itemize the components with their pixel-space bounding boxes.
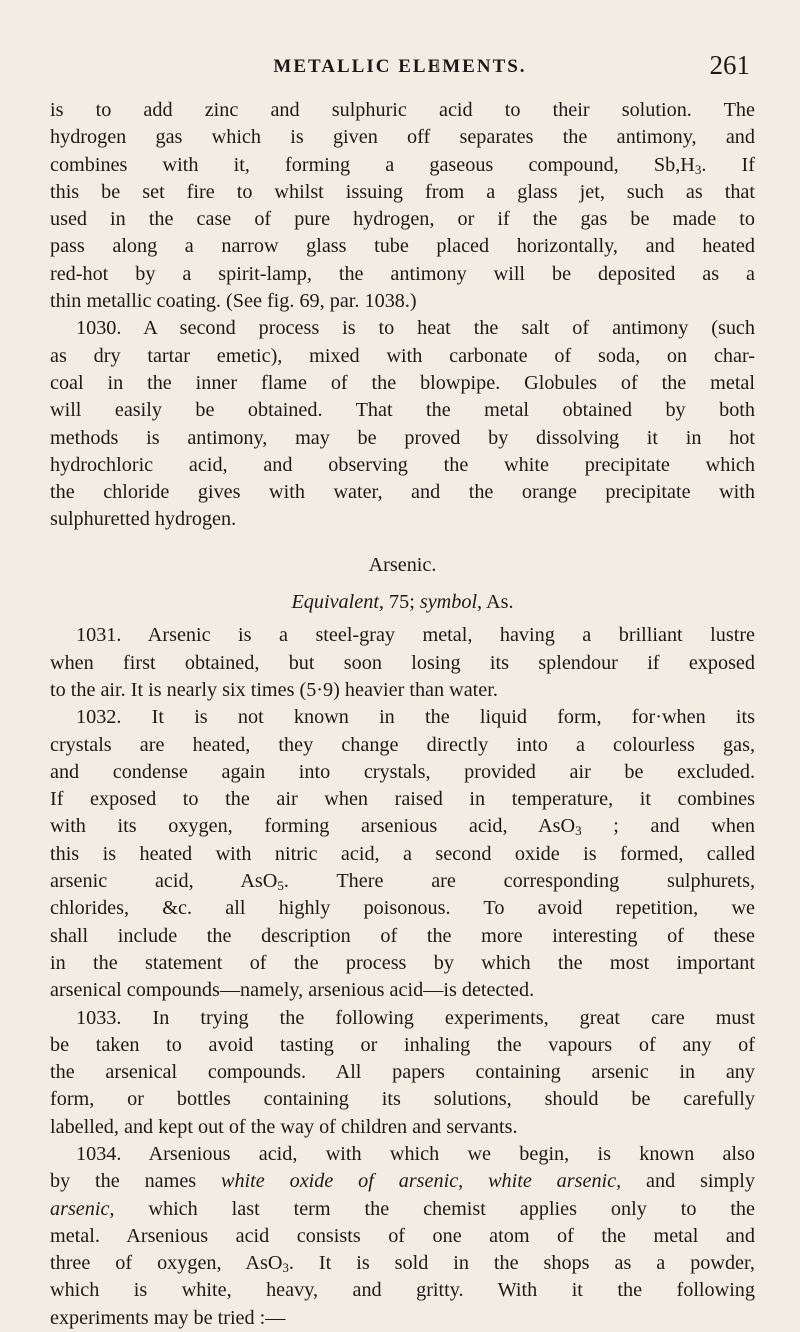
subscript: 3 [694, 161, 702, 177]
text-line [50, 868, 755, 895]
text-line: this is heated with nitric acid, a second oxide is formed, called [50, 842, 755, 865]
text-line: this be set fire to whilst issuing from a glass jet, such as that [50, 180, 755, 203]
text-line: shall include the description of the more interesting of these [50, 924, 755, 947]
italic-term: arsenic, [50, 1197, 115, 1220]
text-span: with its oxygen, forming arsenious acid, AsO [50, 815, 576, 838]
paragraph-continuation [50, 97, 755, 315]
text-line: 1030. A second process is to heat the salt of antimony (such [76, 317, 755, 340]
text-line: the arsenical compounds. All papers containing arsenic in any [50, 1061, 755, 1084]
text-line: hydrochloric acid, and observing the white precipitate which [50, 453, 755, 476]
text-line: in the statement of the process by which the most important [50, 951, 755, 974]
page-header [50, 50, 750, 84]
italic-term: white arsenic, [488, 1170, 622, 1193]
text-span: and simply [621, 1170, 755, 1193]
symbol-value: As. [482, 591, 514, 614]
subscript: 3 [575, 823, 582, 839]
text-line: coal in the inner flame of the blowpipe. Globules of the metal [50, 371, 755, 394]
text-line: the chloride gives with water, and the orange precipitate with [50, 481, 755, 504]
text-span: arsenic acid, AsO [50, 870, 278, 893]
text-span: combines with it, forming a gaseous compound, Sb,H [50, 153, 695, 176]
text-line [50, 813, 755, 840]
text-span: which last term the chemist applies only to the [114, 1197, 755, 1220]
text-line: when first obtained, but soon losing its splendour if exposed [50, 651, 755, 674]
text-line: experiments may be tried :— [50, 1306, 286, 1329]
text-line: is to add zinc and sulphuric acid to their solution. The [50, 99, 755, 121]
text-line: thin metallic coating. (See fig. 69, par. 1038.) [50, 290, 417, 313]
text-line: 1034. Arsenious acid, with which we begin, is known also [76, 1142, 755, 1165]
section-subheading [50, 589, 755, 616]
text-line: metal. Arsenious acid consists of one atom of the metal and [50, 1224, 755, 1247]
paragraph-1030 [50, 315, 755, 533]
page-number: 261 [709, 50, 750, 80]
text-line: will easily be obtained. That the metal obtained by both [50, 399, 755, 422]
text-span: . There are corresponding sulphurets, [283, 870, 756, 893]
spacer [50, 579, 755, 589]
text-line: arsenical compounds—namely, arsenious acid—is detected. [50, 979, 535, 1002]
paragraph-1032 [50, 704, 755, 1004]
text-line: which is white, heavy, and gritty. With it the following [50, 1279, 755, 1302]
text-line: 1031. Arsenic is a steel-gray metal, having a brilliant lustre [76, 624, 755, 647]
text-line [50, 1250, 755, 1277]
text-line: be taken to avoid tasting or inhaling the vapours of any of [50, 1033, 755, 1056]
text-line: as dry tartar emetic), mixed with carbonate of soda, on char- [50, 344, 755, 367]
text-line: red-hot by a spirit-lamp, the antimony will be deposited as a [50, 262, 755, 285]
text-span [463, 1170, 488, 1192]
text-line: pass along a narrow glass tube placed horizontally, and heated [50, 235, 755, 258]
text-span: by the names [50, 1170, 221, 1193]
text-line: used in the case of pure hydrogen, or if the gas be made to [50, 208, 755, 231]
paragraph-1033 [50, 1005, 755, 1141]
text-span: . It is sold in the shops as a powder, [288, 1252, 755, 1275]
equivalent-value: 75; [383, 591, 420, 614]
symbol-label: symbol, [419, 591, 483, 614]
text-line: methods is antimony, may be proved by dissolving it in hot [50, 426, 755, 449]
text-line: sulphuretted hydrogen. [50, 508, 237, 531]
page-body [50, 97, 755, 1332]
text-line: crystals are heated, they change directly into a colourless gas, [50, 733, 755, 756]
equivalent-label: Equivalent, [291, 591, 384, 614]
text-line: and condense again into crystals, provided air be excluded. [50, 760, 755, 783]
text-line: hydrogen gas which is given off separates the antimony, and [50, 126, 755, 149]
subscript: 5 [277, 878, 284, 894]
text-line: to the air. It is nearly six times (5·9) heavier than water. [50, 678, 498, 701]
text-span: . If [701, 153, 756, 176]
text-line: chlorides, &c. all highly poisonous. To avoid repetition, we [50, 897, 755, 920]
italic-term: white oxide of arsenic, [221, 1170, 464, 1193]
text-line: labelled, and kept out of the way of children and servants. [50, 1115, 518, 1138]
paragraph-1031 [50, 622, 755, 704]
subscript: 3 [282, 1260, 289, 1276]
text-line [50, 152, 755, 179]
spacer [50, 534, 755, 552]
text-line: form, or bottles containing its solutions, should be carefully [50, 1088, 755, 1111]
text-line [50, 1196, 755, 1223]
text-line: If exposed to the air when raised in temperature, it combines [50, 788, 755, 811]
paragraph-1034 [50, 1141, 755, 1332]
running-title: METALLIC ELEMENTS. [273, 56, 527, 77]
text-line: 1032. It is not known in the liquid form, for·when its [76, 706, 755, 729]
text-span: three of oxygen, AsO [50, 1252, 283, 1275]
section-heading: Arsenic. [368, 553, 437, 576]
text-line [50, 1168, 755, 1195]
text-line: 1033. In trying the following experiments, great care must [76, 1006, 755, 1029]
text-span: ; and when [581, 815, 755, 838]
